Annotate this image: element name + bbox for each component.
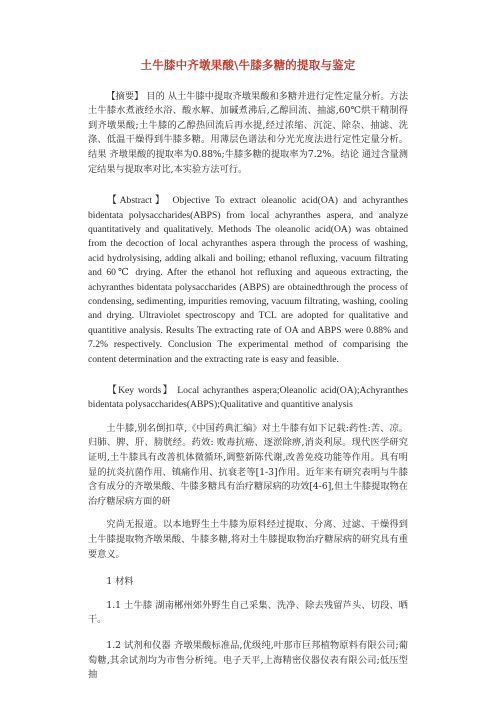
- intro-paragraph-2: 究尚无报道。以本地野生土牛膝为原料经过提取、分离、过滤、干燥得到土牛膝提取物齐墩果酸、牛膝多糖,将对土牛膝提取物治疗糖尿病的研究具有重要意义。: [88, 519, 408, 560]
- keywords-label: 【Key words】: [107, 385, 174, 397]
- subsection-1-2: 1.2 试剂和仪器 齐墩果酸标准品,优级纯,叶那市巨邦植物原料有限公司;葡萄糖,其余试剂均为市售分析纯。电子天平,上海精密仪器仪表有限公司;低压型抽: [88, 639, 408, 681]
- subsection-1-1: 1.1 土牛膝 湖南郴州郊外野生自己采集、洗净、除去残留芦头、切段、晒干。: [88, 599, 408, 626]
- abstract-en-text: Objective To extract oleanolic acid(OA) and achyranthes bidentata polysaccharides(ABPS) from local achyranthes aspera, and analyze quantitatively and qualitatively. Methods The oleanolic acid(OA) was obtained from the decoction of local achyranthes aspera through the process of washing, acid hydrolysising, adding alkali and boiling; ethanol refluxing, vacuum filtrating and 60℃ drying. After the ethanol hot refluxing and aqueous extracting, the achyranthes bidentata polysaccharides (ABPS) are obtainedthrough the process of condensing, sedimenting, impurities removing, vacuum filtrating, washing, cooling and drying. Ultraviolet spectroscopy and TCL are adopted for qualitative and quantitive analysis. Results The extracting rate of OA and ABPS were 0.88% and 7.2% respectively. Conclusion The experimental method of comparising the content determination and the extracting rate is easy and feasible.: [88, 195, 408, 365]
- keywords: [88, 384, 408, 413]
- paper-page: [88, 58, 408, 694]
- paper-title: 土牛膝中齐墩果酸\牛膝多糖的提取与鉴定: [140, 58, 356, 72]
- abstract-en-label: 【Abstract】: [107, 195, 168, 207]
- abstract-cn-text: 目的 从土牛膝中提取齐墩果酸和多糖并进行定性定量分析。方法 土牛膝水煮液经水浴、酸水解、加碱煮沸后,乙醇回流、抽滤,60℃烘干精制得到齐墩果酸;土牛膝的乙醇热回流后再水提,经过浓缩、沉淀、除杂、抽滤、洗涤、低温干燥得到牛膝多糖。用薄层色谱法和分光光度法进行定性定量分析。结果 齐墩果酸的提取率为0.88%;牛膝多糖的提取率为7.2%。结论 通过含量测定结果与提取率对比,本实验方法可行。: [88, 90, 409, 175]
- abstract-cn-label: 【摘要】: [106, 90, 144, 102]
- abstract-cn: [88, 90, 408, 178]
- section-heading-materials: 1 材料: [106, 576, 134, 588]
- intro-paragraph-1: 土牛膝,别名倒扣草,《中国药典汇编》对土牛膝有如下记载:药性:苦、凉。归肺、脾、肝、膀胱经。药效: 败毒抗癌、逐淤除痹,消炎利尿。现代医学研究证明,土牛膝具有改善机体微循环,调整新陈代谢,改善免疫功能等作用。具有明显的抗炎抗菌作用、镇痛作用、抗衰老等[1-3]作用。近年来有研究表明与牛膝含有成分的齐墩果酸、牛膝多糖具有治疗糖尿病的功效[4-6],但土牛膝提取物在治疗糖尿病方面的研: [88, 422, 408, 507]
- abstract-en: [88, 194, 408, 367]
- keywords-text: Local achyranthes aspera;Oleanolic acid(OA);Achyranthes bidentata polysaccharides(ABPS);Qualitative and quantitive analysis: [88, 385, 408, 411]
